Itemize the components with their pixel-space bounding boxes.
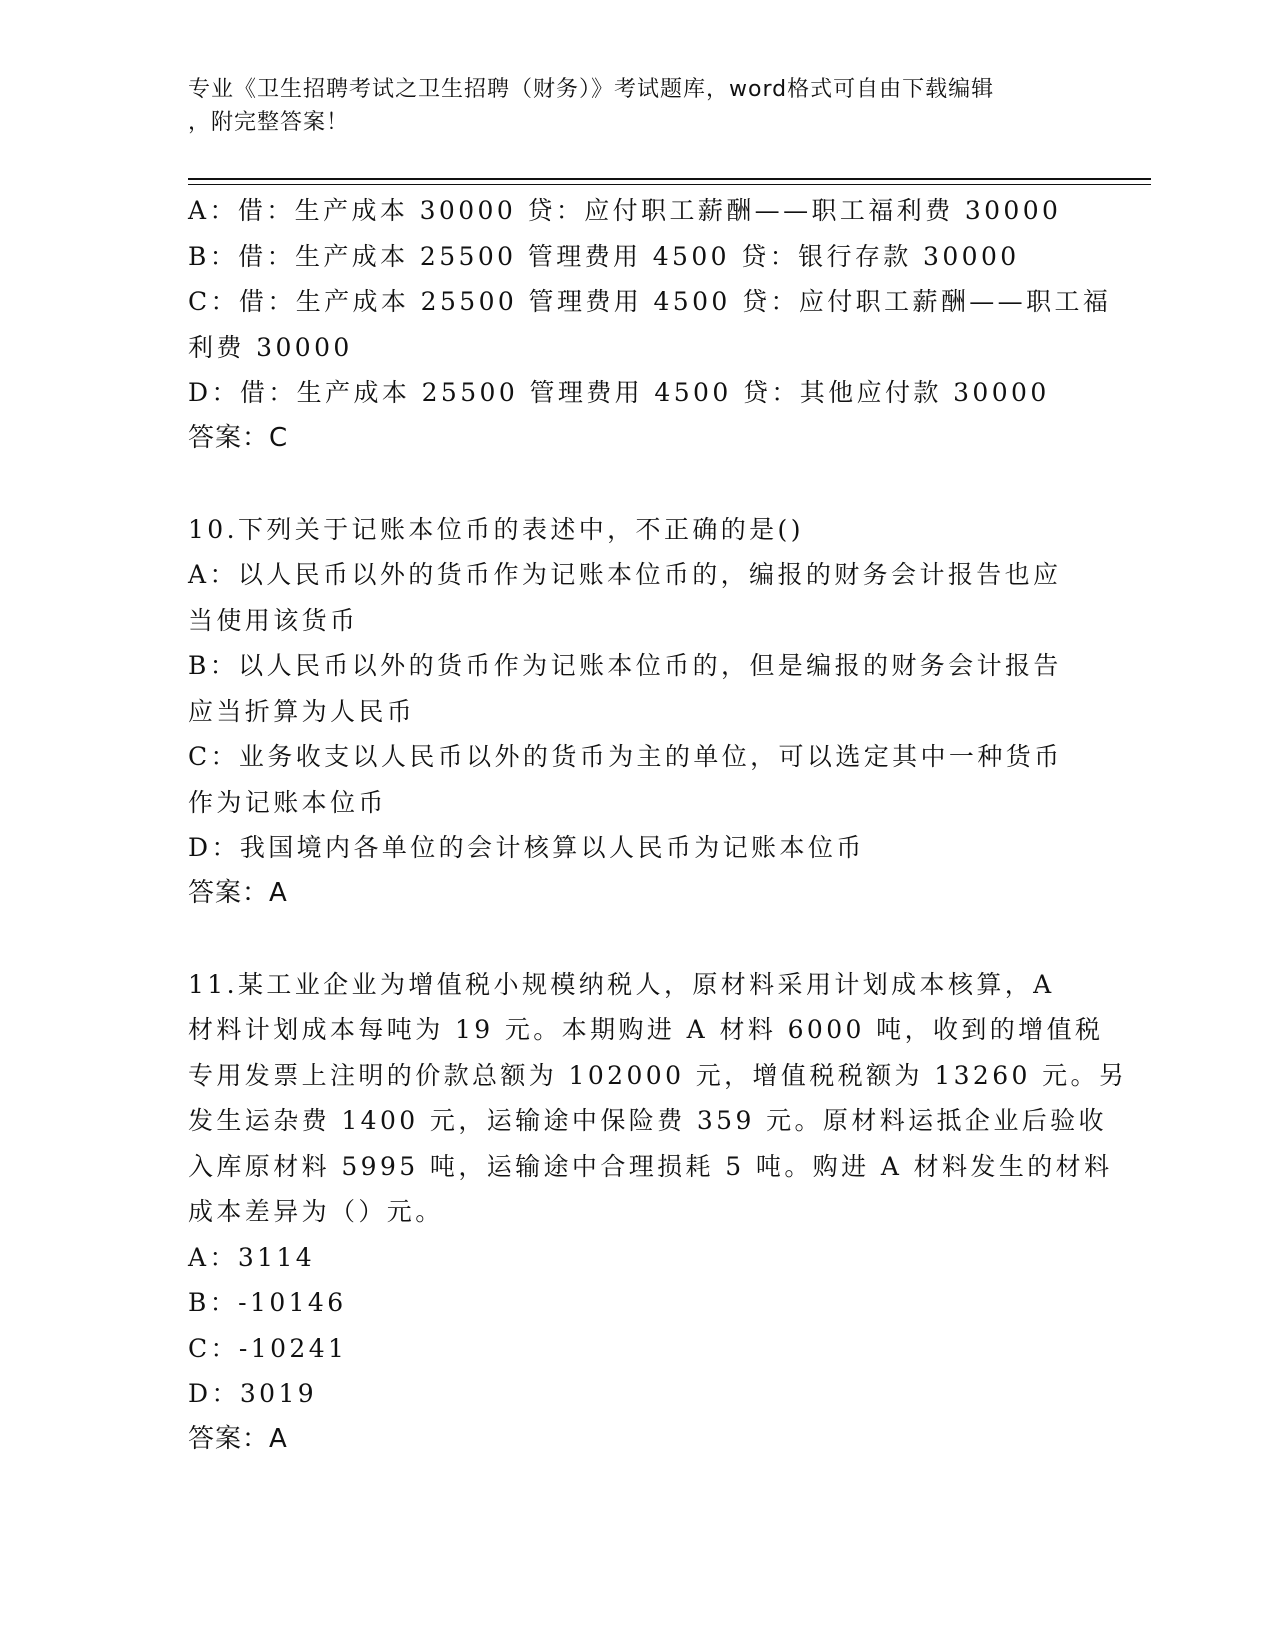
q11-option-a: A：3114	[188, 1242, 316, 1272]
q10-option-a-line-2: 当使用该货币	[188, 605, 359, 635]
question-9	[188, 188, 1112, 461]
q11-stem-line-4: 发生运杂费 1400 元，运输途中保险费 359 元。原材料运抵企业后验收	[188, 1106, 1107, 1135]
question-10	[188, 507, 1078, 917]
header-rule-thick	[188, 178, 1151, 180]
document-header	[188, 73, 1068, 139]
q10-stem: 10.下列关于记账本位币的表述中，不正确的是()	[188, 514, 804, 544]
q9-option-c-line-2: 利费 30000	[188, 332, 353, 362]
q10-option-d: D：我国境内各单位的会计核算以人民币为记账本位币	[188, 833, 865, 862]
q10-option-a-line-1: A：以人民币以外的货币作为记账本位币的，编报的财务会计报告也应	[188, 560, 1062, 589]
q9-option-c-line-1: C：借：生产成本 25500 管理费用 4500 贷：应付职工薪酬——职工福	[188, 287, 1112, 316]
q11-stem-line-1: 11.某工业企业为增值税小规模纳税人，原材料采用计划成本核算，A	[188, 969, 1055, 999]
q11-stem-line-2: 材料计划成本每吨为 19 元。本期购进 A 材料 6000 吨，收到的增值税	[188, 1015, 1104, 1044]
q11-stem-line-5: 入库原材料 5995 吨，运输途中合理损耗 5 吨。购进 A 材料发生的材料	[188, 1151, 1113, 1181]
header-rule-thin	[188, 184, 1151, 185]
q10-option-c-line-1: C：业务收支以人民币以外的货币为主的单位，可以选定其中一种货币	[188, 742, 1063, 771]
q10-answer: 答案：A	[188, 877, 288, 908]
q11-answer: 答案：A	[188, 1423, 288, 1454]
header-line-1: 专业《卫生招聘考试之卫生招聘（财务）》考试题库，word格式可自由下载编辑	[188, 77, 995, 102]
q11-option-d: D：3019	[188, 1379, 318, 1408]
q9-option-a: A：借：生产成本 30000 贷：应付职工薪酬——职工福利费 30000	[188, 196, 1062, 225]
q9-option-d: D：借：生产成本 25500 管理费用 4500 贷：其他应付款 30000	[188, 378, 1050, 407]
q11-stem-line-3: 专用发票上注明的价款总额为 102000 元，增值税税额为 13260 元。另	[188, 1060, 1128, 1090]
q9-option-b: B：借：生产成本 25500 管理费用 4500 贷：银行存款 30000	[188, 241, 1020, 271]
spacer	[188, 461, 1078, 507]
header-line-2: ，附完整答案！	[188, 110, 350, 135]
spacer	[188, 916, 1078, 962]
q11-stem-line-6: 成本差异为（）元。	[188, 1197, 444, 1226]
question-11	[188, 962, 1128, 1463]
q10-option-b-line-2: 应当折算为人民币	[188, 696, 416, 726]
q11-option-b: B：-10146	[188, 1288, 347, 1317]
q10-option-c-line-2: 作为记账本位币	[188, 787, 387, 817]
q9-answer: 答案：C	[188, 422, 289, 453]
document-body	[188, 188, 1128, 1462]
q10-option-b-line-1: B：以人民币以外的货币作为记账本位币的，但是编报的财务会计报告	[188, 651, 1062, 680]
q11-option-c: C：-10241	[188, 1333, 348, 1363]
